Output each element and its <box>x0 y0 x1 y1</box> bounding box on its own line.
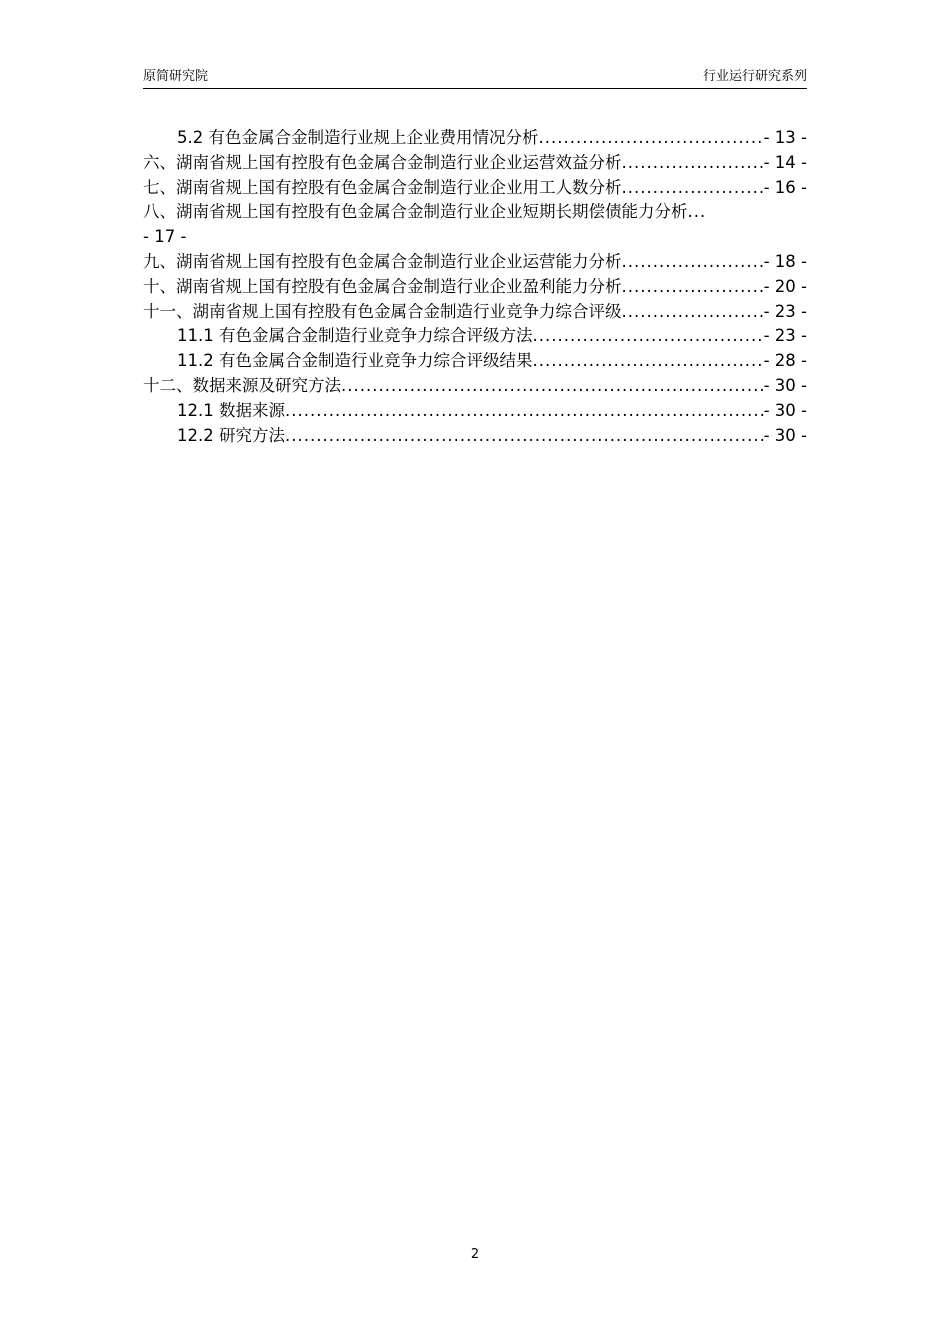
toc-entry-title: 八、湖南省规上国有控股有色金属合金制造行业企业短期长期偿债能力分析 <box>143 202 688 222</box>
toc-entry[interactable] <box>143 349 807 374</box>
page-number: 2 <box>470 1247 480 1262</box>
toc-entry-title: 十一、湖南省规上国有控股有色金属合金制造行业竞争力综合评级 <box>143 301 622 321</box>
toc-leader <box>622 300 764 325</box>
toc-entry[interactable] <box>143 176 807 201</box>
toc-entry-title: 5.2 有色金属合金制造行业规上企业费用情况分析 <box>177 128 539 147</box>
toc-leader <box>539 126 764 151</box>
toc-entry-title: 十、湖南省规上国有控股有色金属合金制造行业企业盈利能力分析 <box>143 276 622 296</box>
toc-entry-page: - 16 - <box>763 177 807 197</box>
toc-entry-page: - 13 - <box>763 128 807 147</box>
toc-entry-title: 七、湖南省规上国有控股有色金属合金制造行业企业用工人数分析 <box>143 177 622 197</box>
page-header <box>143 68 807 89</box>
toc-leader <box>532 349 763 374</box>
toc-entry[interactable] <box>143 200 807 250</box>
toc-entry-page: - 30 - <box>763 400 807 420</box>
toc-entry-page: - 20 - <box>763 276 807 296</box>
toc-leader <box>622 250 764 275</box>
header-series: 行业运行研究系列 <box>702 69 807 84</box>
toc-entry-page: - 14 - <box>763 152 807 172</box>
toc-entry-title: 九、湖南省规上国有控股有色金属合金制造行业企业运营能力分析 <box>143 251 622 271</box>
toc-leader <box>688 200 707 225</box>
toc-entry[interactable] <box>143 374 807 399</box>
toc-entry[interactable] <box>143 250 807 275</box>
toc-entry-page: - 18 - <box>763 251 807 271</box>
toc-entry[interactable] <box>143 399 807 424</box>
toc-entry[interactable] <box>143 300 807 325</box>
toc-leader <box>341 374 764 399</box>
header-organization: 原简研究院 <box>143 69 209 84</box>
toc-entry-page: - 23 - <box>763 301 807 321</box>
toc-entry-title: 11.1 有色金属合金制造行业竞争力综合评级方法 <box>177 326 533 346</box>
toc-entry[interactable] <box>143 424 807 449</box>
toc-leader <box>532 324 763 349</box>
table-of-contents <box>143 126 807 448</box>
toc-leader <box>285 399 764 424</box>
toc-entry[interactable] <box>143 324 807 349</box>
toc-entry-title: 12.1 数据来源 <box>177 400 285 420</box>
toc-entry-title: 11.2 有色金属合金制造行业竞争力综合评级结果 <box>177 351 533 371</box>
toc-entry[interactable] <box>143 151 807 176</box>
toc-leader <box>622 275 764 300</box>
toc-entry-page: - 23 - <box>763 326 807 346</box>
toc-entry-title: 十二、数据来源及研究方法 <box>143 375 341 395</box>
toc-leader <box>285 424 764 449</box>
toc-leader <box>622 176 764 201</box>
toc-leader <box>622 151 764 176</box>
toc-entry-page: - 17 - <box>143 227 187 247</box>
toc-entry-page: - 28 - <box>763 351 807 371</box>
toc-entry-page: - 30 - <box>763 425 807 445</box>
toc-entry[interactable] <box>143 126 807 151</box>
toc-entry[interactable] <box>143 275 807 300</box>
toc-entry-page: - 30 - <box>763 375 807 395</box>
toc-entry-title: 12.2 研究方法 <box>177 425 285 445</box>
toc-entry-title: 六、湖南省规上国有控股有色金属合金制造行业企业运营效益分析 <box>143 152 622 172</box>
